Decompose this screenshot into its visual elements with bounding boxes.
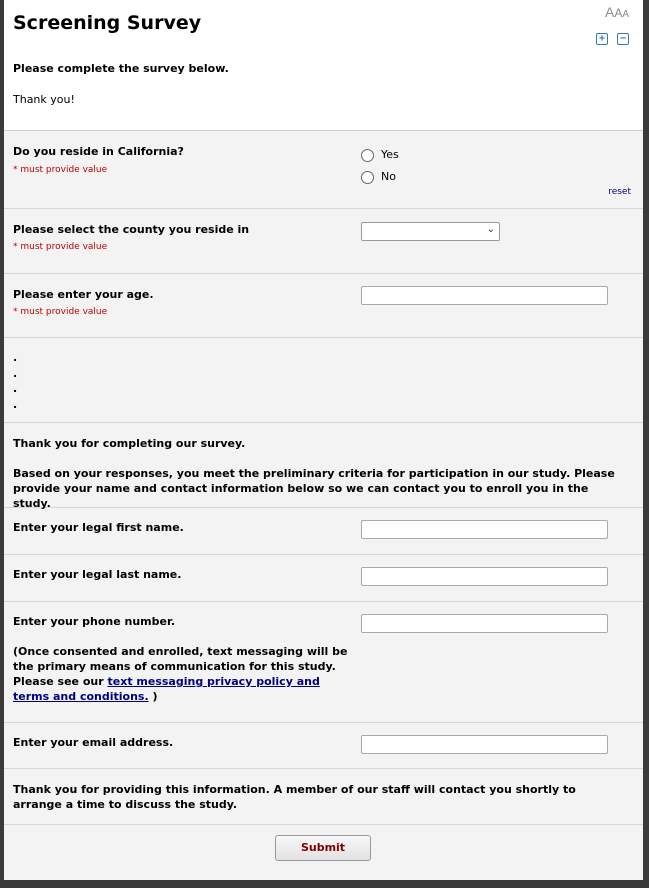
radio-circle-icon[interactable] [361, 149, 374, 162]
radio-option-no[interactable]: No [361, 170, 396, 184]
zoom-controls [587, 26, 629, 45]
dots-block: . . . . [13, 351, 18, 411]
question-label: Enter your legal last name. [13, 568, 182, 581]
font-size-medium[interactable]: A [614, 6, 623, 20]
survey-frame [4, 0, 643, 880]
question-label: Do you reside in California? [13, 145, 184, 158]
submit-row [4, 825, 643, 881]
eligibility-message-row [4, 423, 643, 508]
submit-button[interactable]: Submit [275, 835, 371, 861]
last-name-input[interactable] [361, 567, 608, 586]
radio-option-yes[interactable]: Yes [361, 148, 399, 162]
chevron-down-icon: ⌄ [486, 224, 495, 235]
required-note: * must provide value [13, 242, 108, 252]
thanks-line: Thank you for completing our survey. [13, 437, 246, 450]
question-row-last-name [4, 555, 643, 602]
email-input[interactable] [361, 735, 608, 754]
reset-link[interactable]: reset [608, 187, 631, 197]
question-label: Enter your legal first name. [13, 521, 184, 534]
privacy-policy-link[interactable]: text messaging privacy policy and terms and conditions. [13, 675, 320, 703]
county-select[interactable] [361, 222, 500, 241]
closing-text: Thank you for providing this information. A member of our staff will contact you shortly to arrange a time to discuss the study. [13, 783, 576, 811]
phone-input[interactable] [361, 614, 608, 633]
age-input[interactable] [361, 286, 608, 305]
page-title: Screening Survey [13, 12, 202, 34]
question-label: Enter your phone number. [13, 615, 176, 628]
first-name-input[interactable] [361, 520, 608, 539]
question-label: Enter your email address. [13, 736, 174, 749]
question-row-california [4, 131, 643, 209]
survey-header [4, 0, 643, 131]
question-label: Please enter your age. [13, 288, 154, 301]
question-row-email [4, 723, 643, 769]
closing-message-row [4, 769, 643, 825]
question-row-county [4, 209, 643, 274]
eligibility-text: Based on your responses, you meet the preliminary criteria for participation in our study. Please provide your name and contact information below so we can contact you to enroll you in the study. [13, 467, 615, 510]
question-row-age [4, 274, 643, 338]
font-size-large[interactable]: A [604, 4, 615, 20]
intro-instruction: Please complete the survey below. [13, 62, 229, 75]
radio-circle-icon[interactable] [361, 171, 374, 184]
question-label: Please select the county you reside in [13, 223, 250, 236]
font-size-controls[interactable] [605, 4, 629, 22]
plus-square-icon[interactable]: + [596, 33, 608, 45]
phone-note: (Once consented and enrolled, text messaging will be the primary means of communication for this study. Please see our text messaging privacy policy and terms and conditions. ) [13, 645, 348, 703]
question-row-first-name [4, 508, 643, 555]
intro-thanks: Thank you! [13, 93, 75, 106]
required-note: * must provide value [13, 165, 108, 175]
descriptive-dots-row [4, 338, 643, 423]
minus-square-icon[interactable]: − [617, 33, 629, 45]
question-row-phone [4, 602, 643, 723]
required-note: * must provide value [13, 307, 108, 317]
font-size-small[interactable]: A [622, 9, 629, 20]
